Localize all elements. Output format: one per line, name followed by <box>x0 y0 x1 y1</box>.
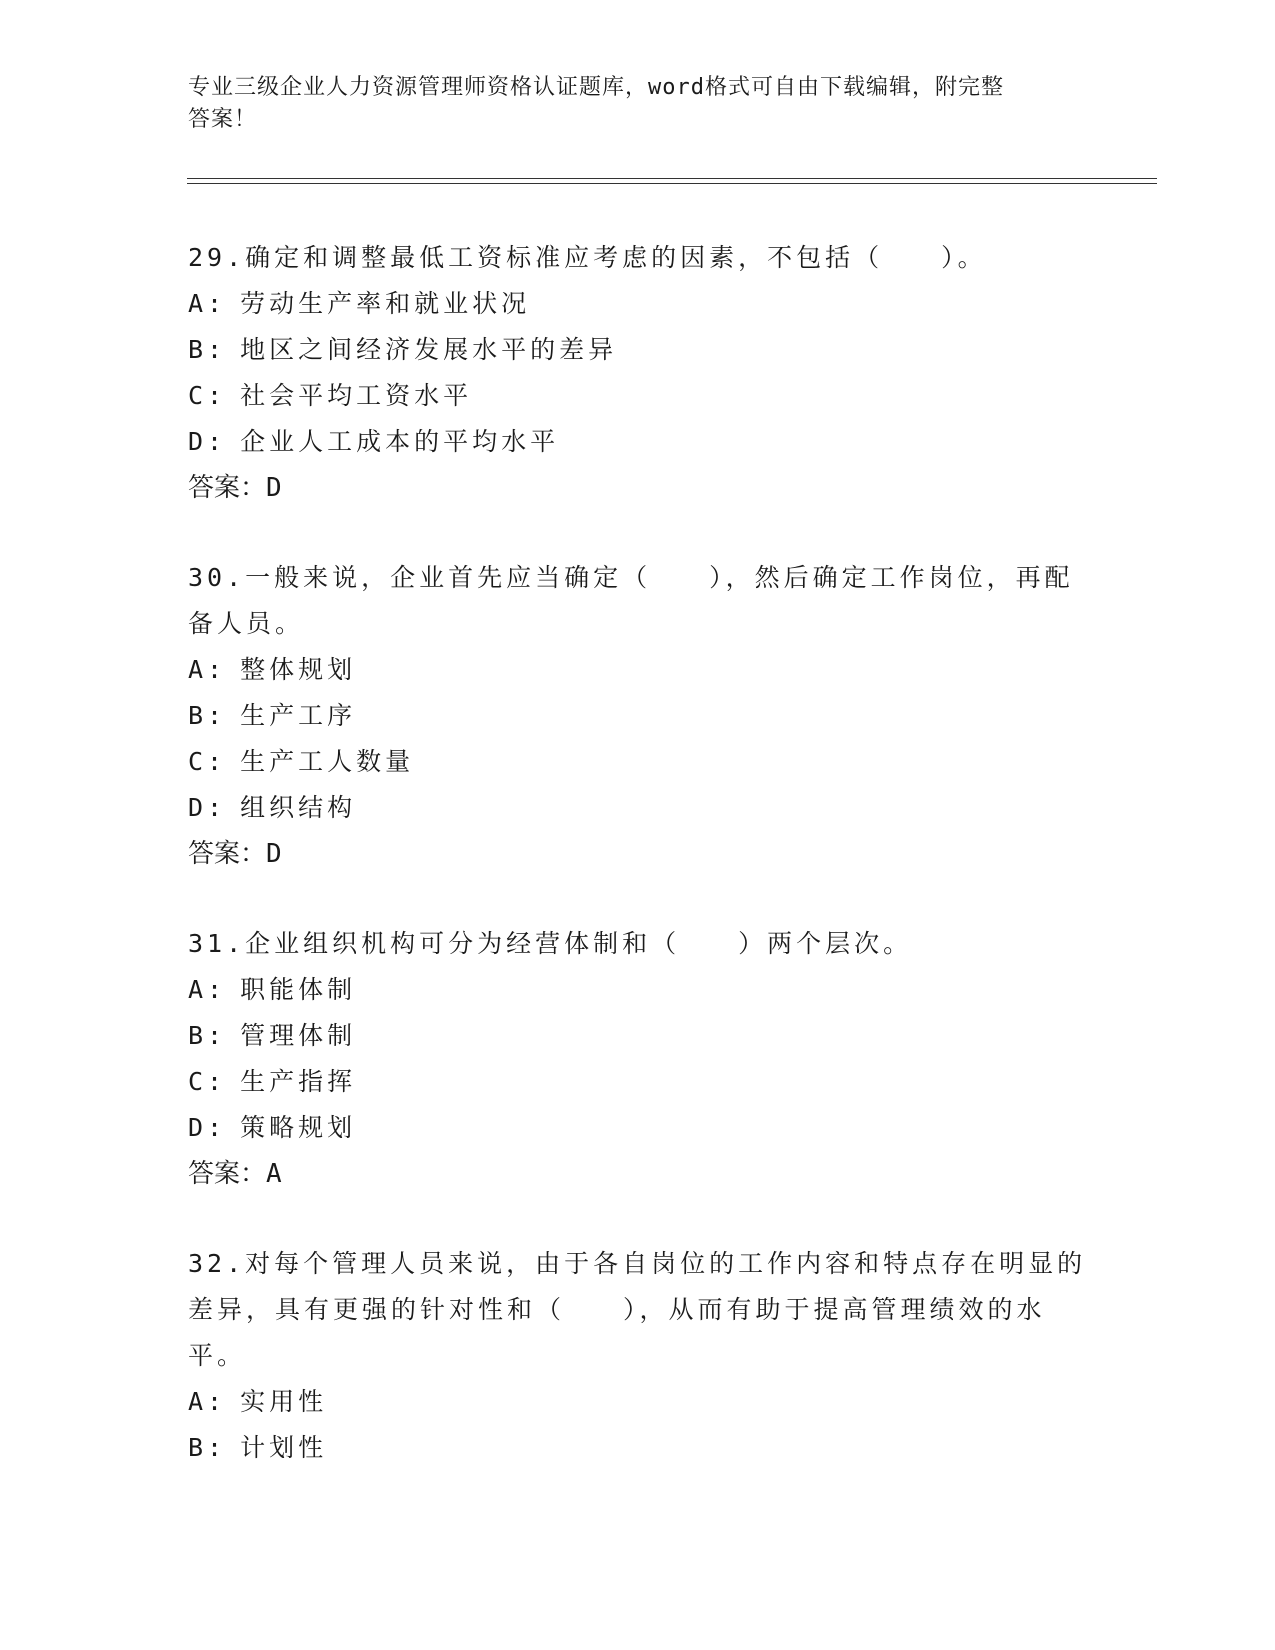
answer-option <box>188 647 1088 693</box>
option-text: 整体规划 <box>240 655 357 684</box>
option-text: 策略规划 <box>240 1113 357 1142</box>
answer-value: D <box>266 473 282 503</box>
answer-option <box>188 1105 1088 1151</box>
option-key: A: <box>188 655 227 684</box>
option-key: C: <box>188 747 227 776</box>
header-line-2: 答案！ <box>188 107 258 132</box>
answer-label: 答案： <box>188 473 267 503</box>
option-key: B: <box>188 1433 227 1462</box>
answer-option <box>188 419 1088 465</box>
option-text: 地区之间经济发展水平的差异 <box>240 335 618 364</box>
option-text: 生产工序 <box>240 701 357 730</box>
option-text: 实用性 <box>240 1387 328 1416</box>
option-key: A: <box>188 289 227 318</box>
answer-option <box>188 1425 1088 1471</box>
question-stem-line: 30.一般来说，企业首先应当确定（ ），然后确定工作岗位，再配 <box>188 563 1074 592</box>
option-text: 生产工人数量 <box>240 747 415 776</box>
header-line-1: 专业三级企业人力资源管理师资格认证题库，word格式可自由下载编辑，附完整 <box>188 75 1004 100</box>
header-divider-bottom <box>187 183 1157 184</box>
option-key: B: <box>188 701 227 730</box>
option-text: 管理体制 <box>240 1021 357 1050</box>
header-divider-top <box>187 178 1157 179</box>
question-stem-line: 备人员。 <box>188 609 305 638</box>
answer-label: 答案： <box>188 839 267 869</box>
option-text: 社会平均工资水平 <box>240 381 473 410</box>
question-list <box>188 235 1088 1515</box>
answer-option <box>188 693 1088 739</box>
question-stem-line: 差异，具有更强的针对性和（ ），从而有助于提高管理绩效的水 <box>188 1295 1046 1324</box>
option-key: D: <box>188 1113 227 1142</box>
question-block <box>188 1241 1088 1471</box>
answer-line <box>188 1151 1088 1197</box>
option-key: A: <box>188 1387 227 1416</box>
answer-option <box>188 1059 1088 1105</box>
document-header <box>188 72 1068 136</box>
option-key: D: <box>188 793 227 822</box>
question-block <box>188 235 1088 511</box>
answer-option <box>188 739 1088 785</box>
question-block <box>188 555 1088 877</box>
answer-option <box>188 327 1088 373</box>
answer-line <box>188 831 1088 877</box>
answer-value: A <box>266 1159 282 1189</box>
question-stem-line: 32.对每个管理人员来说，由于各自岗位的工作内容和特点存在明显的 <box>188 1249 1087 1278</box>
question-block <box>188 921 1088 1197</box>
question-stem-line: 平。 <box>188 1341 247 1370</box>
option-key: C: <box>188 1067 227 1096</box>
option-key: B: <box>188 1021 227 1050</box>
answer-option <box>188 967 1088 1013</box>
option-key: C: <box>188 381 227 410</box>
answer-option <box>188 1013 1088 1059</box>
option-text: 计划性 <box>240 1433 328 1462</box>
option-key: B: <box>188 335 227 364</box>
answer-option <box>188 1379 1088 1425</box>
option-text: 劳动生产率和就业状况 <box>240 289 531 318</box>
option-text: 组织结构 <box>240 793 357 822</box>
answer-option <box>188 281 1088 327</box>
answer-value: D <box>266 839 282 869</box>
option-key: D: <box>188 427 227 456</box>
answer-line <box>188 465 1088 511</box>
option-text: 企业人工成本的平均水平 <box>240 427 560 456</box>
option-text: 职能体制 <box>240 975 357 1004</box>
question-stem-line: 31.企业组织机构可分为经营体制和（ ）两个层次。 <box>188 929 913 958</box>
answer-label: 答案： <box>188 1159 267 1189</box>
answer-option <box>188 373 1088 419</box>
answer-option <box>188 785 1088 831</box>
question-stem-line: 29.确定和调整最低工资标准应考虑的因素，不包括（ ）。 <box>188 243 987 272</box>
option-key: A: <box>188 975 227 1004</box>
option-text: 生产指挥 <box>240 1067 357 1096</box>
